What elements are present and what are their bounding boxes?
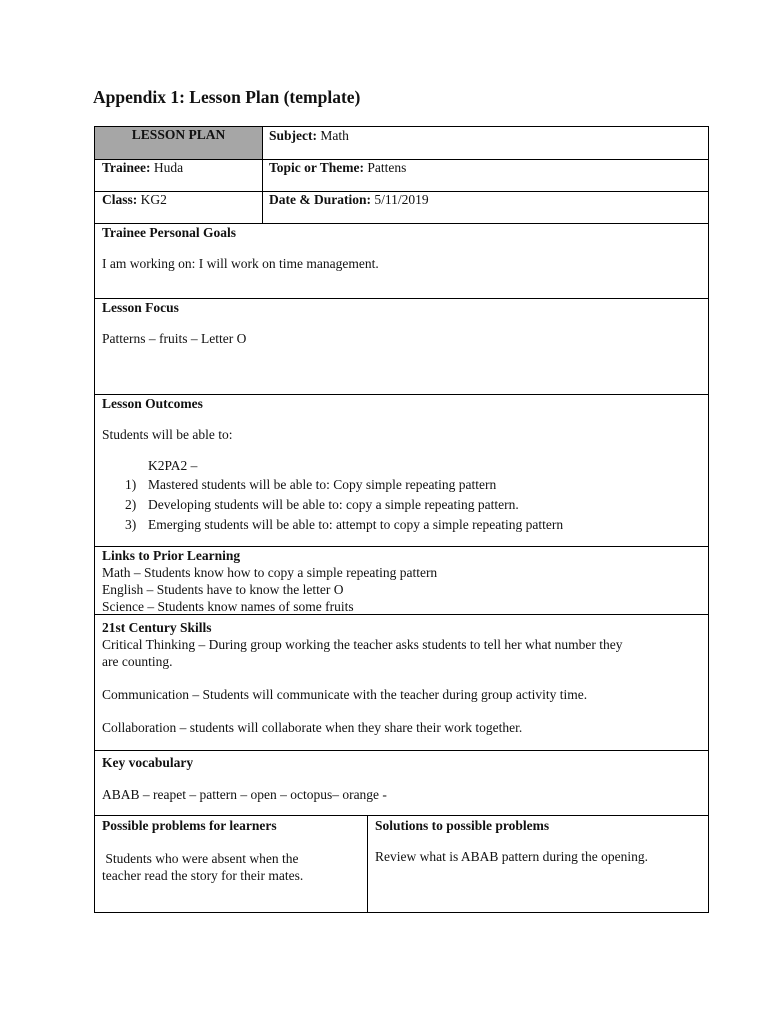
trainee-label: Trainee: (102, 160, 151, 175)
date-label: Date & Duration: (269, 192, 371, 207)
date-value: 5/11/2019 (374, 192, 429, 207)
skills-critical-thinking-cont: are counting. (102, 654, 173, 669)
document-title: Appendix 1: Lesson Plan (template) (93, 87, 361, 107)
vocabulary-text: ABAB – reapet – pattern – open – octopus– orange - (102, 787, 387, 802)
lesson-plan-label: LESSON PLAN (131, 127, 226, 142)
outcome-item: Mastered students will be able to: Copy simple repeating pattern (148, 477, 497, 492)
topic-cell (269, 159, 406, 176)
subject-label: Subject: (269, 128, 317, 143)
skills-communication: Communication – Students will communicate with the teacher during group activity time. (102, 687, 588, 702)
problems-column-divider (367, 815, 368, 913)
outcome-number: 1) (125, 477, 137, 492)
personal-goals-heading: Trainee Personal Goals (102, 225, 236, 240)
subject-value: Math (320, 128, 349, 143)
solutions-text: Review what is ABAB pattern during the opening. (375, 849, 648, 864)
personal-goals-text: I am working on: I will work on time management. (102, 256, 379, 271)
date-cell (269, 191, 429, 208)
problems-text-line1: Students who were absent when the (102, 851, 299, 866)
topic-label: Topic or Theme: (269, 160, 365, 175)
skills-heading: 21st Century Skills (102, 620, 212, 635)
outcome-code: K2PA2 – (148, 458, 198, 473)
trainee-value: Huda (153, 160, 184, 175)
row-divider (94, 750, 709, 751)
class-cell (102, 191, 167, 208)
prior-learning-line: English – Students have to know the letter O (102, 582, 344, 597)
row-divider (94, 298, 709, 299)
prior-learning-line: Science – Students know names of some fruits (102, 599, 354, 614)
problems-text-line2: teacher read the story for their mates. (102, 868, 304, 883)
header-column-divider (262, 126, 263, 223)
skills-critical-thinking: Critical Thinking – During group working the teacher asks students to tell her what number they (102, 637, 623, 652)
problems-heading: Possible problems for learners (102, 818, 277, 833)
prior-learning-line: Math – Students know how to copy a simple repeating pattern (102, 565, 438, 580)
class-value: KG2 (140, 192, 167, 207)
lesson-outcomes-heading: Lesson Outcomes (102, 396, 203, 411)
lesson-focus-heading: Lesson Focus (102, 300, 179, 315)
skills-collaboration: Collaboration – students will collaborate when they share their work together. (102, 720, 523, 735)
class-label: Class: (102, 192, 138, 207)
vocabulary-heading: Key vocabulary (102, 755, 194, 770)
lesson-outcomes-intro: Students will be able to: (102, 427, 233, 442)
prior-learning-heading: Links to Prior Learning (102, 548, 241, 563)
outcome-number: 3) (125, 517, 137, 532)
solutions-heading: Solutions to possible problems (375, 818, 550, 833)
outcome-number: 2) (125, 497, 137, 512)
outcome-item: Emerging students will be able to: attempt to copy a simple repeating pattern (148, 517, 564, 532)
subject-cell (269, 127, 349, 144)
trainee-cell (102, 159, 183, 176)
row-divider (94, 815, 709, 816)
topic-value: Pattens (367, 160, 407, 175)
lesson-focus-text: Patterns – fruits – Letter O (102, 331, 247, 346)
outcome-item: Developing students will be able to: copy a simple repeating pattern. (148, 497, 519, 512)
